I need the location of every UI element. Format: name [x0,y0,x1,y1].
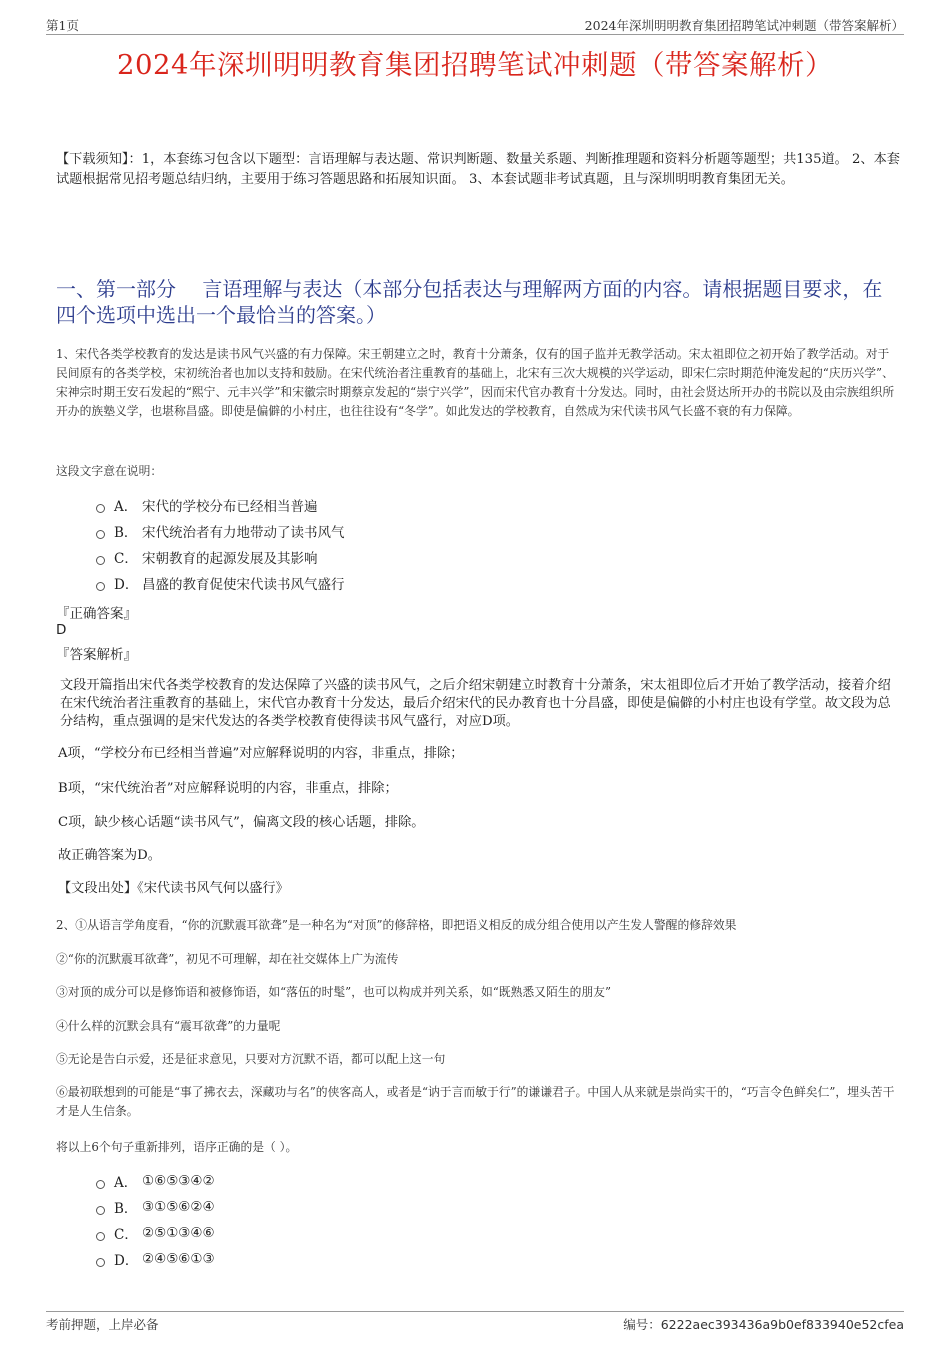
radio-icon[interactable] [96,1232,105,1241]
analysis-note-b: B项，“宋代统治者”对应解释说明的内容，非重点，排除； [58,781,398,796]
page-number: 第1页 [46,18,79,33]
analysis-note-a: A项，“学校分布已经相当普遍”对应解释说明的内容，非重点，排除； [58,746,464,761]
download-notice: 【下载须知】：1，本套练习包含以下题型：言语理解与表达题、常识判断题、数量关系题、判断推理题和资料分析题等题型；共135道。 2、本套试题根据常见招考题总结归纳，主要用于练习答题思路和拓展知识面。 3、本套试题非考试真题，且与深圳明明教育集团无关。 [56,152,900,187]
question-2-options [96,1168,215,1272]
radio-icon[interactable] [96,1206,105,1215]
question-2-item-6: ⑥最初联想到的可能是“事了拂衣去，深藏功与名”的侠客高人，或者是“讷于言而敏于行”的谦谦君子。中国人从来就是崇尚实干的，“巧言令色鲜矣仁”，埋头苦干才是人生信条。 [56,1085,895,1118]
question-2-prompt: 将以上6个句子重新排列，语序正确的是（ ）。 [56,1140,298,1154]
analysis-note-c: C项，缺少核心话题“读书风气”，偏离文段的核心话题，排除。 [58,815,425,830]
question-1-text: 1、宋代各类学校教育的发达是读书风气兴盛的有力保障。宋王朝建立之时，教育十分萧条，仅有的国子监并无教学活动。宋太祖即位之初开始了教学活动。对于民间原有的各类学校，宋初统治者也加以支持和鼓励。在宋代统治者注重教育的基础上，北宋有三次大规模的兴学运动，即宋仁宗时期范仲淹发起的“庆历兴学”、宋神宗时期王安石发起的“熙宁、元丰兴学”和宋徽宗时期蔡京发起的“崇宁兴学”，因而宋代官办教育十分发达。同时，由社会贤达所开办的书院以及由宗族组织所开办的族塾义学，也堪称昌盛。即使是偏僻的小村庄，也往往设有“冬学”。如此发达的学校教育，自然成为宋代读书风气长盛不衰的有力保障。 [56,347,895,418]
footer-slogan: 考前押题，上岸必备 [46,1317,159,1332]
radio-icon[interactable] [96,504,105,513]
option-c[interactable]: C． 宋朝教育的起源发展及其影响 [96,544,345,570]
question-2-item-3: ③对顶的成分可以是修饰语和被修饰语，如“落伍的时髦”，也可以构成并列关系，如“既熟悉又陌生的朋友” [56,985,611,999]
analysis-text: 文段开篇指出宋代各类学校教育的发达保障了兴盛的读书风气，之后介绍宋朝建立时教育十分萧条，宋太祖即位后才开始了教学活动，接着介绍在宋代统治者注重教育的基础上，宋代官办教育十分发达，最后介绍宋代的民办教育也十分昌盛，即使是偏僻的小村庄也设有学堂。故文段为总分结构，重点强调的是宋代发达的各类学校教育使得读书风气盛行，对应D项。 [60,678,891,729]
option-c[interactable]: C． ②⑤①③④⑥ [96,1220,215,1246]
radio-icon[interactable] [96,530,105,539]
question-2-item-2: ②“你的沉默震耳欲聋”，初见不可理解，却在社交媒体上广为流传 [56,952,399,966]
question-2-item-1: 2、①从语言学角度看，“你的沉默震耳欲聋”是一种名为“对顶”的修辞格，即把语义相反的成分组合使用以产生发人警醒的修辞效果 [56,918,737,932]
question-2-item-5: ⑤无论是告白示爱，还是征求意见，只要对方沉默不语，都可以配上这一句 [56,1052,446,1066]
option-a[interactable]: A． 宋代的学校分布已经相当普遍 [96,492,345,518]
question-1-prompt: 这段文字意在说明： [56,464,163,478]
page-footer [46,1311,904,1332]
header-doc-name: 2024年深圳明明教育集团招聘笔试冲刺题（带答案解析） [584,18,904,33]
answer-value: D [56,622,67,638]
radio-icon[interactable] [96,1258,105,1267]
option-a[interactable]: A． ①⑥⑤③④② [96,1168,215,1194]
footer-code [623,1315,904,1333]
analysis-conclusion: 故正确答案为D。 [58,848,161,863]
option-d[interactable]: D． ②④⑤⑥①③ [96,1246,215,1272]
question-1-options [96,492,345,596]
option-d[interactable]: D． 昌盛的教育促使宋代读书风气盛行 [96,570,345,596]
analysis-label: 『答案解析』 [56,647,137,663]
answer-label: 『正确答案』 [56,606,137,622]
question-2-item-4: ④什么样的沉默会具有“震耳欲聋”的力量呢 [56,1019,281,1033]
radio-icon[interactable] [96,556,105,565]
radio-icon[interactable] [96,1180,105,1189]
page-header [46,14,904,35]
option-b[interactable]: B． 宋代统治者有力地带动了读书风气 [96,518,345,544]
section-heading: 一、第一部分 言语理解与表达（本部分包括表达与理解两方面的内容。请根据题目要求，在四个选项中选出一个最恰当的答案。） [56,277,883,327]
code-value: 6222aec393436a9b0ef833940e52cfea [660,1317,904,1332]
source-note: 【文段出处】《宋代读书风气何以盛行》 [58,881,289,896]
code-label: 编号： [623,1317,661,1332]
radio-icon[interactable] [96,582,105,591]
option-b[interactable]: B． ③①⑤⑥②④ [96,1194,215,1220]
document-title: 2024年深圳明明教育集团招聘笔试冲刺题（带答案解析） [117,49,833,81]
